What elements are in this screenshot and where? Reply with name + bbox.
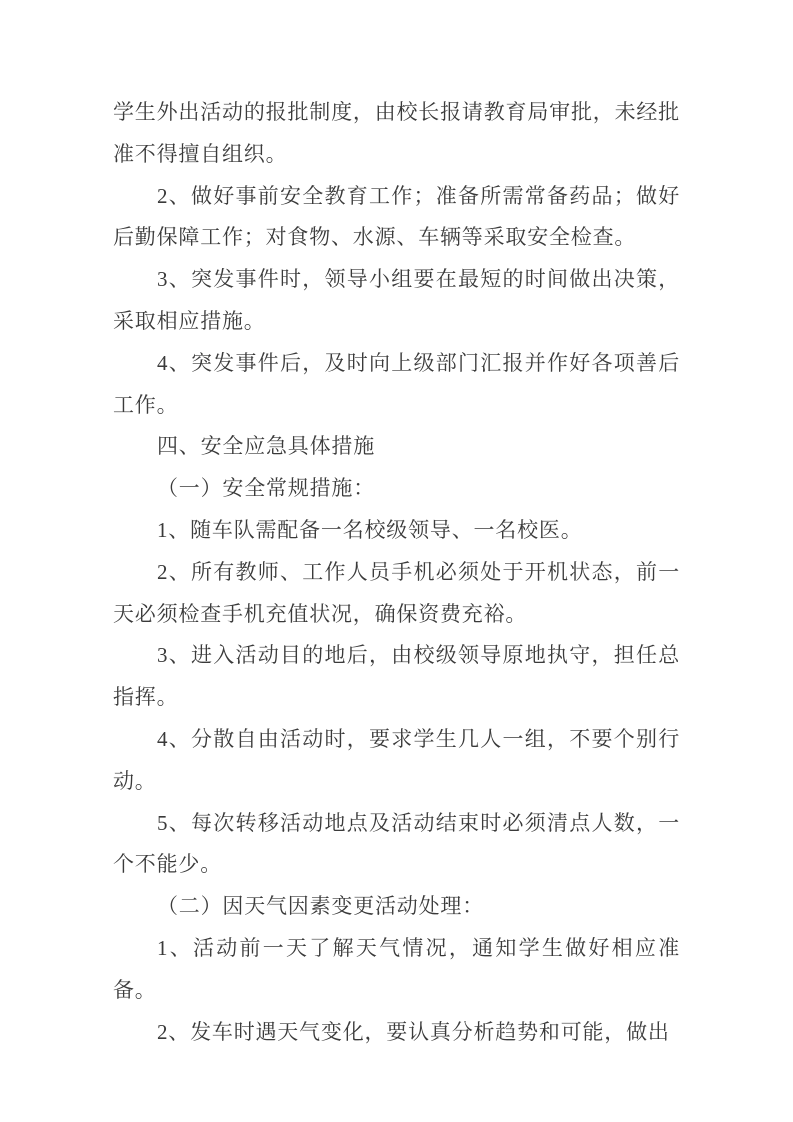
paragraph: 3、突发事件时，领导小组要在最短的时间做出决策，采取相应措施。 — [113, 267, 680, 333]
paragraph: 1、随车队需配备一名校级领导、一名校医。 — [157, 517, 583, 542]
paragraph: 2、做好事前安全教育工作；准备所需常备药品；做好后勤保障工作；对食物、水源、车辆等采取安全检查。 — [113, 183, 680, 250]
paragraph: 学生外出活动的报批制度，由校长报请教育局审批，未经批准不得擅自组织。 — [113, 100, 680, 166]
paragraph: 2、发车时遇天气变化，要认真分析趋势和可能，做出 — [157, 1019, 670, 1044]
paragraph: 5、每次转移活动地点及活动结束时必须清点人数，一个不能少。 — [113, 810, 680, 877]
paragraph: （一）安全常规措施： — [157, 476, 375, 501]
paragraph: 3、进入活动目的地后，由校级领导原地执守，担任总指挥。 — [113, 643, 680, 710]
paragraph: 4、分散自由活动时，要求学生几人一组，不要个别行动。 — [113, 726, 680, 793]
paragraph: 2、所有教师、工作人员手机必须处于开机状态，前一天必须检查手机充值状况，确保资费充裕。 — [113, 559, 680, 626]
document-body — [113, 92, 680, 1053]
paragraph: 四、安全应急具体措施 — [157, 434, 375, 459]
paragraph: 1、活动前一天了解天气情况，通知学生做好相应准备。 — [113, 935, 680, 1002]
paragraph: 4、突发事件后，及时向上级部门汇报并作好各项善后工作。 — [113, 350, 680, 417]
paragraph: （二）因天气因素变更活动处理： — [157, 894, 484, 919]
